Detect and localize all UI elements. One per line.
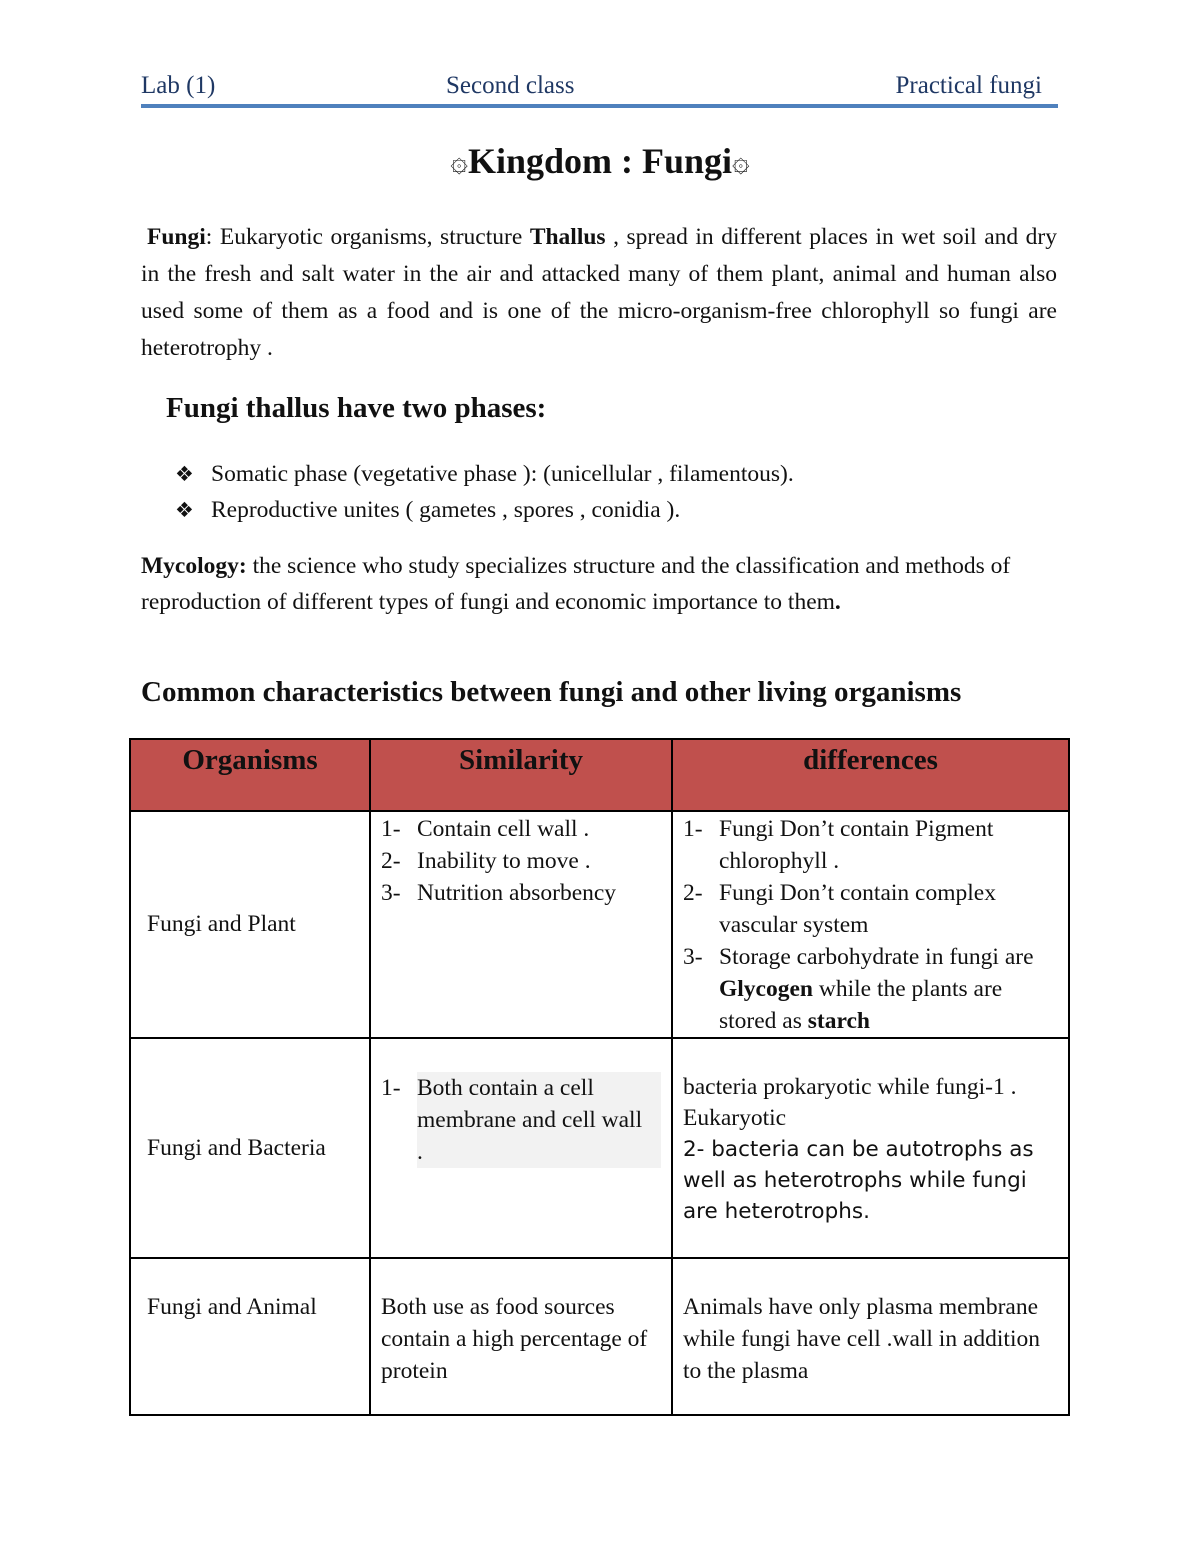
header-lab-label: Lab (1)	[141, 72, 216, 99]
list-item: 2- Inability to move .	[381, 848, 591, 874]
mycology-end: .	[834, 589, 841, 615]
column-header-similarity: Similarity	[370, 739, 672, 811]
list-item: 1- Both contain a cell membrane and cell wall .	[381, 1072, 661, 1168]
page-header	[141, 70, 1058, 108]
intro-text-1: : Eukaryotic organisms, structure	[205, 224, 530, 250]
title-text: Kingdom : Fungi	[467, 141, 733, 181]
list-item: 3- Nutrition absorbency	[381, 880, 617, 906]
intro-text-2: , spread in different places in wet soil and dry in the fresh and salt water in the air and attacked many of them plant, animal and human also used some of them as a food and is one of the micro-organism-free chlorophyll so fungi are heterotrophy .	[141, 224, 1057, 361]
table-header-row	[130, 739, 1069, 811]
organism-cell: Fungi and Bacteria	[130, 1038, 370, 1258]
list-item: 3- Storage carbohydrate in fungi are Glycogen while the plants are stored as starch	[683, 944, 1034, 1034]
table-row	[130, 1038, 1069, 1258]
diamond-bullet-icon: ❖	[175, 498, 194, 522]
header-class-label: Second class	[446, 72, 575, 99]
differences-line: bacteria prokaryotic while fungi-1 . Eukaryotic	[683, 1074, 1017, 1131]
list-item: 1- Contain cell wall .	[381, 816, 590, 842]
organism-cell: Fungi and Animal	[130, 1258, 370, 1415]
diamond-bullet-icon: ❖	[175, 462, 194, 486]
differences-cell	[672, 811, 1069, 1038]
column-header-differences: differences	[672, 739, 1069, 811]
differences-cell	[672, 1038, 1069, 1258]
ornament-icon-right: ۞	[732, 144, 750, 179]
differences-line: 2- bacteria can be autotrophs as well as heterotrophs while fungi are heterotrophs.	[683, 1137, 1034, 1224]
organism-cell: Fungi and Plant	[130, 811, 370, 1038]
list-item: 2- Fungi Don’t contain complex vascular system	[683, 880, 996, 938]
similarity-cell	[370, 811, 672, 1038]
table-row	[130, 811, 1069, 1038]
mycology-paragraph	[141, 548, 1057, 620]
mycology-term: Mycology:	[141, 553, 247, 579]
intro-term: Fungi	[147, 224, 206, 250]
differences-cell: Animals have only plasma membrane while fungi have cell .wall in addition to the plasma	[672, 1258, 1069, 1415]
comparison-table	[129, 738, 1070, 1416]
page-title	[0, 140, 1200, 182]
similarity-cell: Both use as food sources contain a high percentage of protein	[370, 1258, 672, 1415]
phase-item-text: Reproductive unites ( gametes , spores , conidia ).	[211, 497, 681, 523]
phases-heading: Fungi thallus have two phases:	[166, 392, 547, 424]
header-course-label: Practical fungi	[895, 72, 1042, 99]
ornament-icon-left: ۞	[450, 144, 468, 179]
column-header-organisms: Organisms	[130, 739, 370, 811]
table-row	[130, 1258, 1069, 1415]
phases-list	[175, 456, 794, 528]
common-heading: Common characteristics between fungi and other living organisms	[141, 676, 962, 708]
list-item	[175, 492, 794, 528]
phase-item-text: Somatic phase (vegetative phase ): (unicellular , filamentous).	[211, 461, 794, 487]
intro-bold-word: Thallus	[529, 224, 606, 250]
similarity-cell	[370, 1038, 672, 1258]
list-item	[175, 456, 794, 492]
mycology-text: the science who study specializes structure and the classification and methods of reproduction of different types of fungi and economic importance to them	[141, 553, 1011, 615]
intro-paragraph	[141, 219, 1057, 367]
list-item: 1- Fungi Don’t contain Pigment chlorophyll .	[683, 816, 994, 874]
